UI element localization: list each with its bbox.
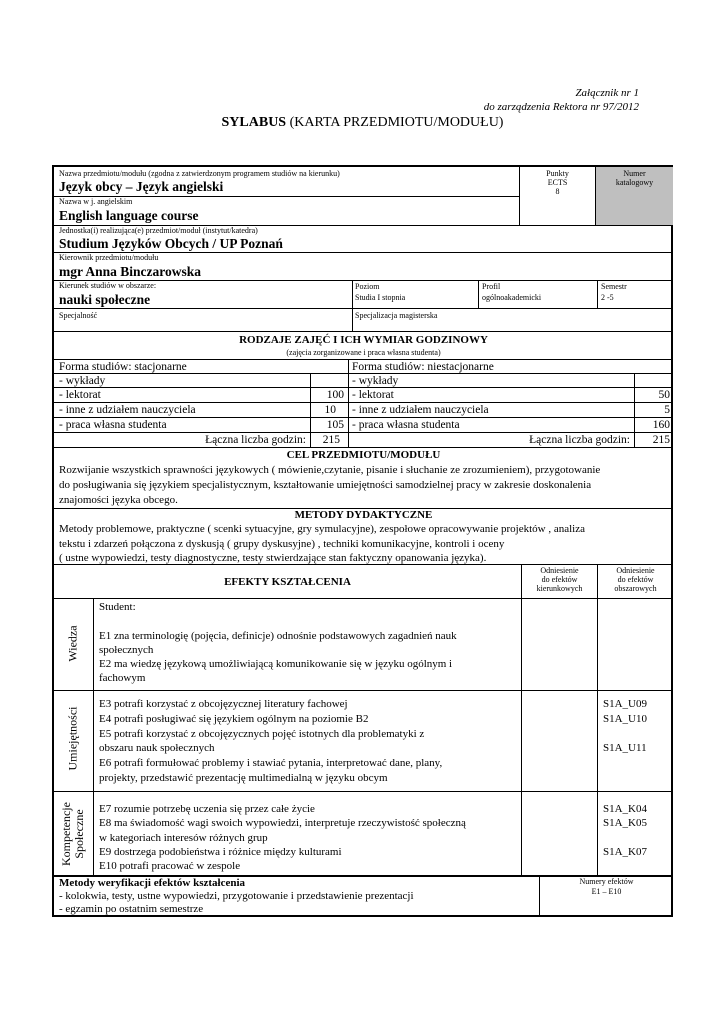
hours-title: RODZAJE ZAJĘĆ I ICH WYMIAR GODZINOWY — [239, 334, 488, 346]
area-ref: S1A_U10 — [603, 713, 648, 725]
semester-value: 2 -5 — [601, 293, 614, 302]
effect-line: E7 rozumie potrzebę uczenia się przez całe życie — [99, 803, 315, 815]
stat-row-value: 105 — [326, 419, 344, 431]
effect-numbers: E1 – E10 — [591, 887, 622, 896]
regulation-label: do zarządzenia Rektora nr 97/2012 — [483, 101, 639, 113]
effect-line: projekty, przedstawić prezentację multimedialną w języku obcym — [99, 772, 388, 784]
effect-line: E6 potrafi formułować problemy i stawiać pytania, interpretować dane, plany, — [99, 757, 443, 769]
knowledge-label: Wiedza — [65, 625, 80, 662]
effect-line: E5 potrafi korzystać z obcojęzycznych pojęć istotnych dla problematyki z — [99, 728, 425, 740]
verification-line: - egzamin po ostatnim semestrze — [59, 903, 204, 915]
annex-label: Załącznik nr 1 — [575, 87, 639, 99]
page-title — [0, 115, 725, 131]
stat-row-value: 10 — [324, 404, 336, 416]
effect-line: Student: — [99, 601, 136, 613]
level-label: Poziom — [355, 282, 380, 291]
nonstat-total-label: Łączna liczba godzin: — [529, 434, 630, 446]
title-bold: SYLABUS — [221, 115, 287, 130]
goal-line: Rozwijanie wszystkich sprawności językowych ( mówienie,czytanie, pisanie i słuchanie ze zrozumieniem), przygotowanie — [59, 464, 601, 476]
hours-subtitle: (zajęcia zorganizowane i praca własna studenta) — [286, 348, 441, 357]
stationary-label: Forma studiów: stacjonarne — [59, 361, 187, 373]
stat-total-value: 215 — [322, 434, 340, 446]
ref-area-header: Odniesienie do efektów obszarowych — [614, 566, 657, 593]
semester-label: Semestr — [601, 282, 627, 291]
nonstat-row-name: - lektorat — [352, 389, 394, 401]
methods-line: Metody problemowe, praktyczne ( scenki sytuacyjne, gry symulacyjne), zespołowe opracowywanie projektów , analiza — [59, 523, 585, 535]
effect-line: E8 ma świadomość wagi swoich wypowiedzi, interpretuje rzeczywistość społeczną — [99, 817, 466, 829]
course-name: Język obcy – Język angielski — [59, 179, 224, 194]
methods-line: tekstu i zdarzeń połączona z dyskusją ( grupy dyskusyjne) , techniki komunikacyjne, kontroli i oceny — [59, 538, 505, 550]
stat-total-label: Łączna liczba godzin: — [205, 434, 306, 446]
nonstat-row-value: 160 — [652, 419, 670, 431]
area-ref: S1A_K05 — [603, 817, 648, 829]
course-head: mgr Anna Binczarowska — [59, 264, 202, 279]
nonstat-row-name: - praca własna studenta — [352, 419, 460, 431]
stat-row-name: - lektorat — [59, 389, 101, 401]
effect-line: w kategoriach interesów różnych grup — [99, 832, 268, 844]
effect-line: obszaru nauk społecznych — [99, 742, 215, 754]
course-name-label: Nazwa przedmiotu/modułu (zgodna z zatwierdzonym programem studiów na kierunku) — [59, 169, 340, 178]
goal-line: do posługiwania się językiem specjalistycznym, kształtowanie umiejętności samodzielnej pracy w zakresie doskonalenia — [59, 479, 592, 491]
master-specialty-label: Specjalizacja magisterska — [355, 311, 438, 320]
course-name-en-label: Nazwa w j. angielskim — [59, 197, 133, 206]
unit-label: Jednostka(i) realizująca(e) przedmiot/moduł (instytut/katedra) — [59, 226, 258, 235]
effect-line: E1 zna terminologię (pojęcia, definicje) odnośnie podstawowych zagadnień nauk — [99, 630, 457, 642]
effect-line: społecznych — [99, 644, 154, 656]
level-value: Studia I stopnia — [355, 293, 406, 302]
stat-row-name: - inne z udziałem nauczyciela — [59, 404, 196, 416]
unit: Studium Języków Obcych / UP Poznań — [59, 236, 283, 251]
area-ref: S1A_K04 — [603, 803, 648, 815]
nonstat-row-value: 50 — [658, 389, 670, 401]
course-name-en: English language course — [59, 208, 199, 223]
effect-line: E3 potrafi korzystać z obcojęzycznej literatury fachowej — [99, 698, 348, 710]
effect-line: E10 potrafi pracować w zespole — [99, 860, 241, 872]
effect-line: E9 dostrzega podobieństwa i różnice między kulturami — [99, 846, 342, 858]
profile-value: ogólnoakademicki — [482, 293, 542, 302]
social-label: Kompetencje Społeczne — [59, 802, 86, 866]
profile-label: Profil — [482, 282, 501, 291]
area-ref: S1A_U09 — [603, 698, 648, 710]
ects-label: Punkty ECTS 8 — [520, 169, 595, 196]
title-rest: (KARTA PRZEDMIOTU/MODUŁU) — [286, 115, 504, 130]
stat-row-value: 100 — [326, 389, 344, 401]
specialty-label: Specjalność — [59, 311, 98, 320]
stat-row-name: - praca własna studenta — [59, 419, 167, 431]
goal-title: CEL PRZEDMIOTU/MODUŁU — [286, 449, 441, 461]
methods-line: ( ustne wypowiedzi, testy diagnostyczne, testy stwierdzające stan faktyczny opanowania języka). — [59, 552, 487, 564]
effect-numbers-label: Numery efektów — [579, 877, 634, 886]
skills-label: Umiejętności — [65, 706, 80, 771]
catalog-label: Numer katalogowy — [615, 169, 654, 187]
goal-line: znajomości języka obcego. — [59, 494, 178, 506]
effect-line: E4 potrafi posługiwać się językiem ogólnym na poziomie B2 — [99, 713, 369, 725]
effect-line: E2 ma wiedzę językową umożliwiającą komunikowanie się w języku ogólnym i — [99, 658, 453, 670]
field-value: nauki społeczne — [59, 292, 151, 307]
ref-directional-header: Odniesienie do efektów kierunkowych — [536, 566, 583, 593]
effects-title: EFEKTY KSZTAŁCENIA — [224, 576, 351, 588]
ects-value: 8 — [555, 187, 560, 196]
nonstat-row-name: - wykłady — [352, 375, 399, 387]
syllabus-table — [52, 165, 673, 917]
verification-title: Metody weryfikacji efektów kształcenia — [59, 877, 246, 889]
area-ref: S1A_K07 — [603, 846, 648, 858]
methods-title: METODY DYDAKTYCZNE — [294, 509, 433, 521]
nonstat-total-value: 215 — [652, 434, 670, 446]
stat-row-name: - wykłady — [59, 375, 106, 387]
nonstat-row-value: 5 — [664, 404, 670, 416]
field-label: Kierunek studiów w obszarze: — [59, 281, 157, 290]
nonstat-row-name: - inne z udziałem nauczyciela — [352, 404, 489, 416]
head-label: Kierownik przedmiotu/modułu — [59, 253, 159, 262]
nonstationary-label: Forma studiów: niestacjonarne — [352, 361, 494, 373]
effect-line: fachowym — [99, 672, 146, 684]
area-ref: S1A_U11 — [603, 742, 647, 754]
verification-line: - kolokwia, testy, ustne wypowiedzi, przygotowanie i przedstawienie prezentacji — [59, 890, 414, 902]
